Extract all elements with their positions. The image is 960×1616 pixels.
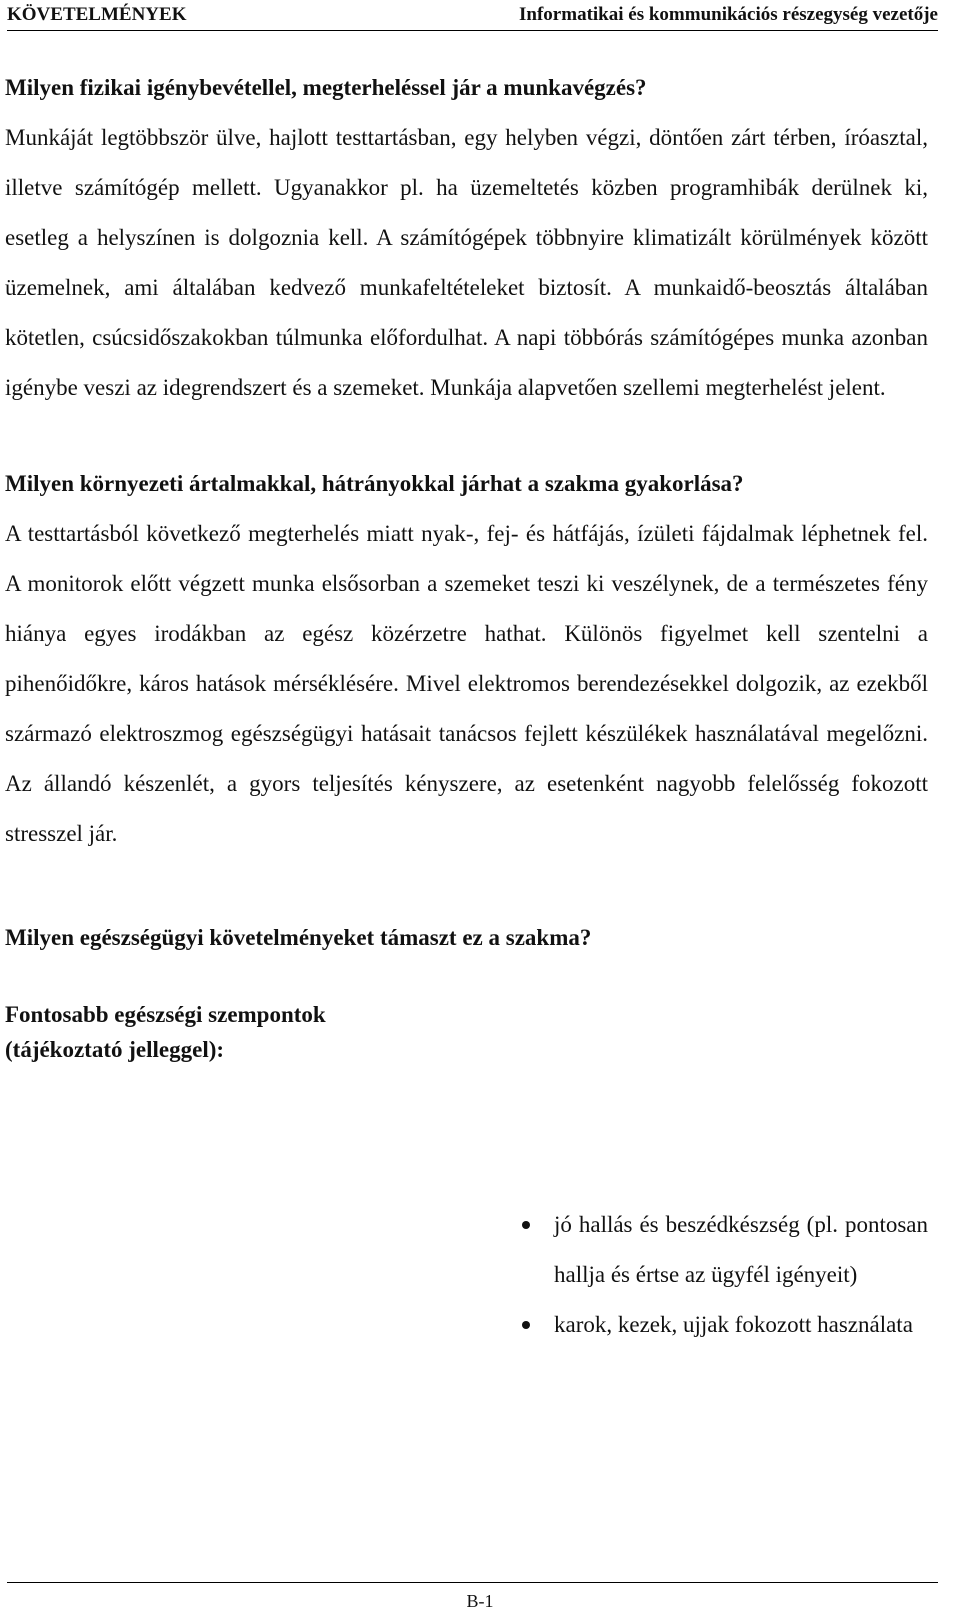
section-heading-health: Milyen egészségügyi követelményeket támaszt ez a szakma? xyxy=(5,925,592,950)
list-item xyxy=(528,1200,928,1300)
bullet-icon xyxy=(522,1321,530,1329)
footer-divider xyxy=(7,1582,938,1583)
health-aspects-subheading: Fontosabb egészségi szempontok (tájékoztató jelleggel): xyxy=(5,1002,326,1062)
header-subtitle: Informatikai és kommunikációs részegység vezetője xyxy=(519,4,938,25)
page-footer xyxy=(0,1582,960,1616)
list-item-text: jó hallás és beszédkészség (pl. pontosan hallja és értse az ügyfél igényeit) xyxy=(554,1212,928,1287)
header-title: KÖVETELMÉNYEK xyxy=(7,4,187,25)
spacer xyxy=(5,859,928,913)
page-number: B-1 xyxy=(466,1591,494,1611)
health-aspects-list xyxy=(528,1200,928,1350)
page-header xyxy=(7,0,938,31)
bullet-icon xyxy=(522,1221,530,1229)
main-content xyxy=(5,63,928,1067)
list-item-text: karok, kezek, ujjak fokozott használata xyxy=(554,1312,913,1337)
spacer xyxy=(5,413,928,459)
section-heading-physical: Milyen fizikai igénybevétellel, megterheléssel jár a munkavégzés? xyxy=(5,75,647,100)
section-text-environment: A testtartásból következő megterhelés miatt nyak-, fej- és hátfájás, ízületi fájdalmak léphetnek fel. A monitorok előtt végzett munka elsősorban a szemeket teszi ki veszélynek, de a természetes fény hiánya egyes irodákban az egész közérzetre hathat. Különös figyelmet kell szentelni a pihenőidőkre, káros hatások mérséklésére. Mivel elektromos berendezésekkel dolgozik, az ezekből származó elektroszmog egészségügyi hatásait tanácsos fejlett készülékek használatával megelőzni. Az állandó készenlét, a gyors teljesítés kényszere, az esetenként nagyobb felelősség fokozott stresszel jár. xyxy=(5,521,928,846)
section-heading-environment: Milyen környezeti ártalmakkal, hátrányokkal járhat a szakma gyakorlása? xyxy=(5,471,744,496)
section-text-physical: Munkáját legtöbbször ülve, hajlott testtartásban, egy helyben végzi, döntően zárt térben, íróasztal, illetve számítógép mellett. Ugyanakkor pl. ha üzemeltetés közben programhibák derülnek ki, esetleg a helyszínen is dolgoznia kell. A számítógépek többnyire klimatizált körülmények között üzemelnek, ami általában kedvező munkafeltételeket biztosít. A munkaidő-beosztás általában kötetlen, csúcsidőszakokban túlmunka előfordulhat. A napi többórás számítógépes munka azonban igénybe veszi az idegrendszert és a szemeket. Munkája alapvetően szellemi megterhelést jelent. xyxy=(5,125,928,400)
list-item xyxy=(528,1300,928,1350)
